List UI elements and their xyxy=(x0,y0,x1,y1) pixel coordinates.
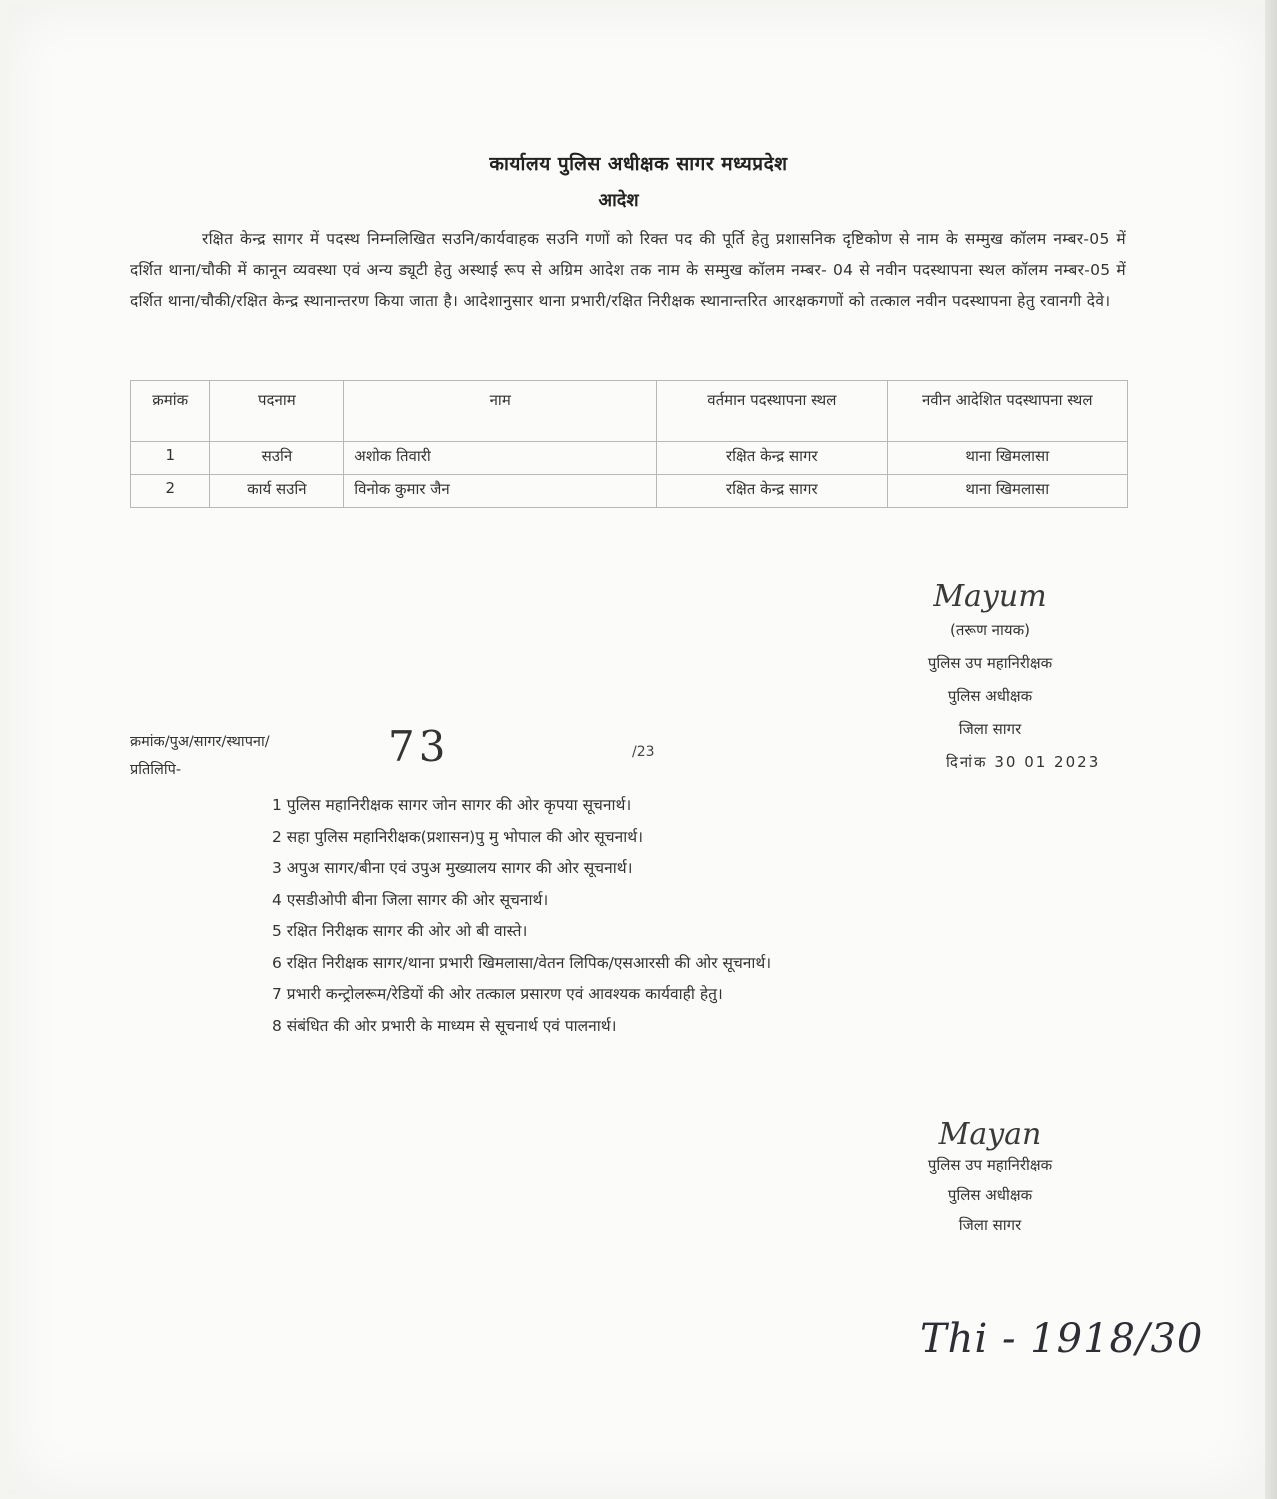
signatory-designation: पुलिस अधीक्षक xyxy=(947,1186,1033,1204)
signatory-designation: पुलिस उप महानिरीक्षक xyxy=(927,654,1053,672)
reference-prefix: क्रमांक/पुअ/सागर/स्थापना/ xyxy=(130,734,270,750)
col-header-name: नाम xyxy=(344,381,657,442)
reference-number: 73 xyxy=(388,722,450,771)
list-item: 5 रक्षित निरीक्षक सागर की ओर ओ बी वास्ते। xyxy=(272,922,528,940)
list-item: 1 पुलिस महानिरीक्षक सागर जोन सागर की ओर कृपया सूचनार्थ। xyxy=(272,796,632,814)
list-item: 3 अपुअ सागर/बीना एवं उपुअ मुख्यालय सागर की ओर सूचनार्थ। xyxy=(272,859,633,877)
order-date: दिनांक 30 01 2023 xyxy=(946,753,1101,771)
list-item: 6 रक्षित निरीक्षक सागर/थाना प्रभारी खिमलासा/वेतन लिपिक/एसआरसी की ओर सूचनार्थ। xyxy=(272,953,772,972)
reference-suffix: /23 xyxy=(632,744,655,760)
copy-to-list xyxy=(272,790,992,1042)
signatory-district: जिला सागर xyxy=(958,1216,1022,1234)
list-item: 2 सहा पुलिस महानिरीक्षक(प्रशासन)पु मु भोपाल की ओर सूचनार्थ। xyxy=(272,827,644,846)
cell-rank: सउनि xyxy=(210,442,344,475)
handwritten-receipt-note: Thi - 1918/30 xyxy=(920,1316,1204,1362)
col-header-sno: क्रमांक xyxy=(131,381,210,442)
order-title: आदेश xyxy=(598,190,639,211)
cell-rank: कार्य सउनि xyxy=(210,475,344,508)
copy-label: प्रतिलिपि- xyxy=(130,762,182,778)
signatory-designation: पुलिस उप महानिरीक्षक xyxy=(927,1156,1053,1174)
cell-current-posting: रक्षित केन्द्र सागर xyxy=(657,475,887,508)
cell-new-posting: थाना खिमलासा xyxy=(887,442,1127,475)
col-header-rank: पदनाम xyxy=(210,381,344,442)
signature-scribble: Mayan xyxy=(938,1117,1042,1152)
table-header-row xyxy=(131,381,1128,442)
list-item: 4 एसडीओपी बीना जिला सागर की ओर सूचनार्थ। xyxy=(272,890,549,909)
table-row xyxy=(131,442,1128,475)
office-title: कार्यालय पुलिस अधीक्षक सागर मध्यप्रदेश xyxy=(489,153,788,175)
table-row xyxy=(131,475,1128,508)
reference-block xyxy=(130,728,270,784)
transfer-table xyxy=(130,380,1128,508)
signature-block-bottom xyxy=(880,1117,1100,1240)
cell-new-posting: थाना खिमलासा xyxy=(887,475,1127,508)
page-edge xyxy=(1265,0,1277,1499)
signatory-name: (तरूण नायक) xyxy=(950,621,1030,639)
cell-sno: 1 xyxy=(131,442,210,475)
signatory-designation: पुलिस अधीक्षक xyxy=(947,687,1033,705)
list-item: 7 प्रभारी कन्ट्रोलरूम/रेडियों की ओर तत्काल प्रसारण एवं आवश्यक कार्यवाही हेतु। xyxy=(272,985,723,1003)
cell-sno: 2 xyxy=(131,475,210,508)
order-body-text: रक्षित केन्द्र सागर में पदस्थ निम्नलिखित सउनि/कार्यवाहक सउनि गणों को रिक्त पद की पूर्ति हेतु प्रशासनिक दृष्टिकोण से नाम के सम्मुख कॉलम नम्बर-05 में दर्शित थाना/चौकी में कानून व्यवस्था एवं अन्य ड्यूटी हेतु अस्थाई रूप से अग्रिम आदेश तक नाम के सम्मुख कॉलम नम्बर- 04 से नवीन पदस्थापना स्थल कॉलम नम्बर-05 में दर्शित थाना/चौकी/रक्षित केन्द्र स्थानान्तरण किया जाता है। आदेशानुसार थाना प्रभारी/रक्षित निरीक्षक स्थानान्तरित आरक्षकगणों को तत्काल नवीन पदस्थापना हेतु रवानगी देवे। xyxy=(130,230,1126,310)
signature-block-top xyxy=(880,580,1100,746)
cell-name: अशोक तिवारी xyxy=(344,442,657,475)
cell-name: विनोक कुमार जैन xyxy=(344,475,657,508)
signatory-district: जिला सागर xyxy=(958,720,1022,738)
col-header-current-posting: वर्तमान पदस्थापना स्थल xyxy=(657,381,887,442)
cell-current-posting: रक्षित केन्द्र सागर xyxy=(657,442,887,475)
col-header-new-posting: नवीन आदेशित पदस्थापना स्थल xyxy=(887,381,1127,442)
list-item: 8 संबंधित की ओर प्रभारी के माध्यम से सूचनार्थ एवं पालनार्थ। xyxy=(272,1016,617,1035)
signature-scribble: Mayum xyxy=(933,579,1047,614)
